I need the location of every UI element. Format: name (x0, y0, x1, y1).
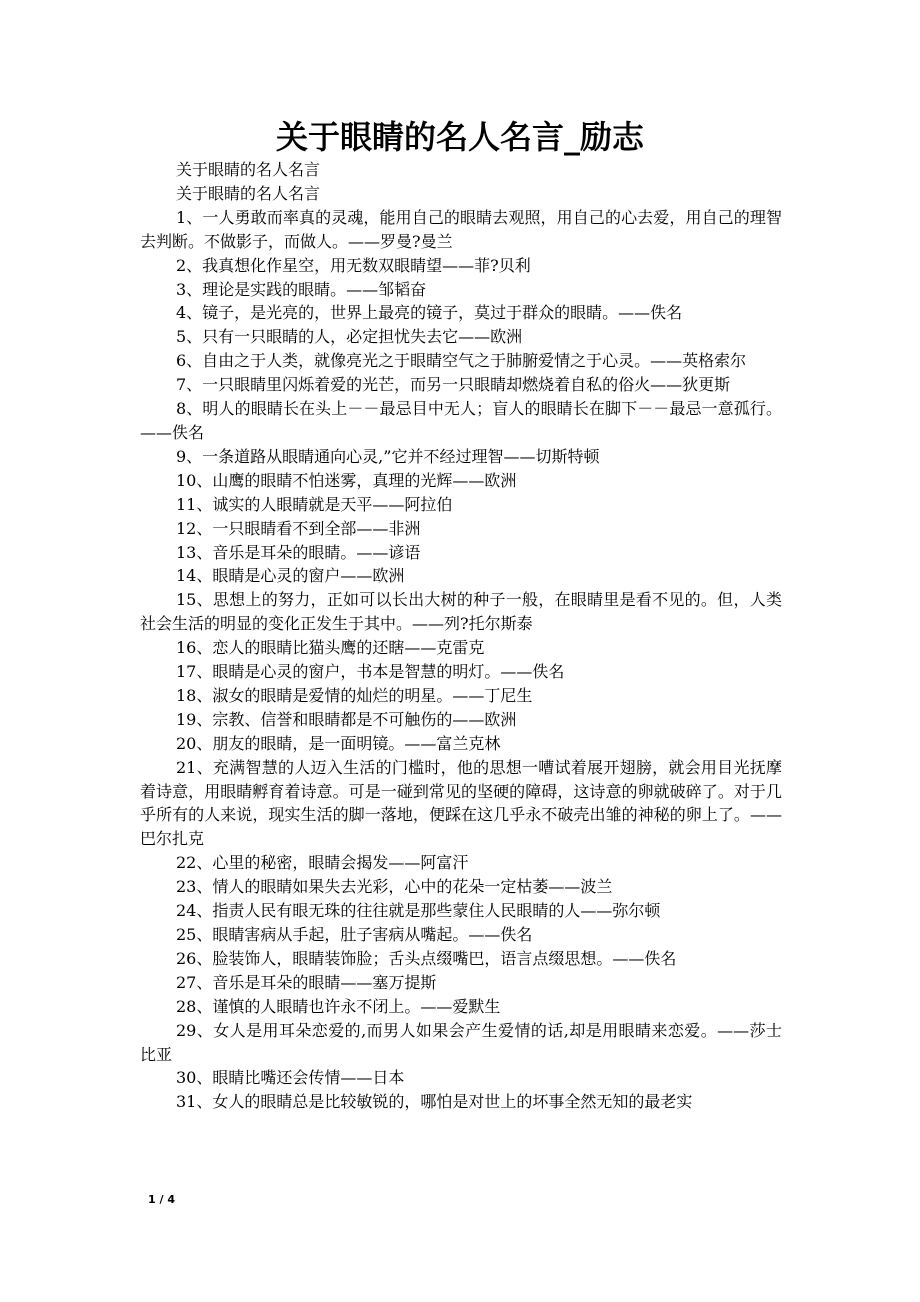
quote-paragraph: 4、镜子，是光亮的，世界上最亮的镜子，莫过于群众的眼睛。——佚名 (176, 303, 683, 323)
document-body (140, 158, 782, 1114)
quote-paragraph: 28、谨慎的人眼睛也许永不闭上。——爱默生 (176, 996, 501, 1016)
quote-paragraph: 3、理论是实践的眼睛。——邹韬奋 (176, 279, 427, 299)
quote-paragraph: 29、女人是用耳朵恋爱的,而男人如果会产生爱情的话,却是用眼睛来恋爱。——莎士比亚 (140, 1020, 782, 1064)
page-number: 1 / 4 (148, 1193, 175, 1206)
quote-paragraph: 9、一条道路从眼睛通向心灵,”它并不经过理智——切斯特顿 (176, 446, 600, 466)
document-title: 关于眼睛的名人名言_励志 (275, 118, 644, 156)
quote-paragraph: 10、山鹰的眼睛不怕迷雾，真理的光辉——欧洲 (176, 470, 517, 490)
quote-paragraph: 17、眼睛是心灵的窗户，书本是智慧的明灯。——佚名 (176, 662, 565, 682)
quote-paragraph: 13、音乐是耳朵的眼睛。——谚语 (176, 542, 421, 562)
quote-paragraph: 5、只有一只眼睛的人，必定担忧失去它——欧洲 (176, 327, 523, 347)
quote-paragraph: 18、淑女的眼睛是爱情的灿烂的明星。——丁尼生 (176, 685, 533, 705)
subtitle-line: 关于眼睛的名人名言 (176, 183, 321, 203)
quote-paragraph: 15、思想上的努力，正如可以长出大树的种子一般，在眼睛里是看不见的。但，人类社会生活的明显的变化正发生于其中。——列?托尔斯泰 (140, 590, 782, 634)
quote-paragraph: 16、恋人的眼睛比猫头鹰的还瞎——克雷克 (176, 638, 485, 658)
quote-paragraph: 21、充满智慧的人迈入生活的门槛时，他的思想一嘈试着展开翅膀，就会用目光抚摩着诗意，用眼睛孵育着诗意。可是一碰到常见的坚硬的障碍，这诗意的卵就破碎了。对于几乎所有的人来说，现实生活的脚一落地，便踩在这几乎永不破壳出雏的神秘的卵上了。——巴尔扎克 (140, 757, 782, 849)
quote-paragraph: 23、情人的眼睛如果失去光彩，心中的花朵一定枯萎——波兰 (176, 877, 613, 897)
quote-paragraph: 30、眼睛比嘴还会传情——日本 (176, 1068, 405, 1088)
quote-paragraph: 22、心里的秘密，眼睛会揭发——阿富汗 (176, 853, 469, 873)
quote-paragraph: 11、诚实的人眼睛就是天平——阿拉伯 (176, 494, 453, 514)
quote-paragraph: 25、眼睛害病从手起，肚子害病从嘴起。——佚名 (176, 925, 533, 944)
quote-paragraph: 7、一只眼睛里闪烁着爱的光芒，而另一只眼睛却燃烧着自私的俗火——狄更斯 (176, 375, 731, 395)
quote-paragraph: 14、眼睛是心灵的窗户——欧洲 (176, 566, 405, 586)
quote-paragraph: 1、一人勇敢而率真的灵魂，能用自己的眼睛去观照，用自己的心去爱，用自己的理智去判断。不做影子，而做人。——罗曼?曼兰 (140, 207, 782, 251)
quote-paragraph: 20、朋友的眼睛，是一面明镜。——富兰克林 (176, 733, 501, 753)
quote-paragraph: 24、指责人民有眼无珠的往往就是那些蒙住人民眼睛的人——弥尔顿 (176, 901, 661, 921)
quote-paragraph: 2、我真想化作星空，用无数双眼睛望——菲?贝利 (176, 255, 531, 275)
quote-paragraph: 26、脸装饰人，眼睛装饰脸；舌头点缀嘴巴，语言点缀思想。——佚名 (176, 948, 677, 968)
quote-paragraph: 19、宗教、信誉和眼睛都是不可触伤的——欧洲 (176, 709, 517, 729)
quote-paragraph: 27、音乐是耳朵的眼睛——塞万提斯 (176, 972, 437, 992)
quote-paragraph: 8、明人的眼睛长在头上－－最忌目中无人；盲人的眼睛长在脚下－－最忌一意孤行。——佚名 (140, 399, 782, 442)
quote-paragraph: 12、一只眼睛看不到全部——非洲 (176, 518, 421, 538)
quote-paragraph: 31、女人的眼睛总是比较敏锐的，哪怕是对世上的坏事全然无知的最老实 (176, 1092, 693, 1112)
quote-paragraph: 6、自由之于人类，就像亮光之于眼睛空气之于肺腑爱情之于心灵。——英格索尔 (176, 351, 747, 371)
subtitle-line: 关于眼睛的名人名言 (176, 160, 321, 179)
